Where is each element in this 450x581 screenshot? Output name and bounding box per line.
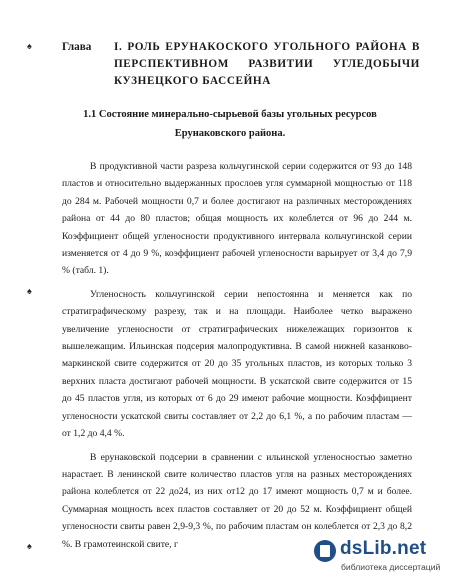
- margin-marker: ♠: [27, 541, 32, 551]
- paragraph: Угленосность кольчугинской серии непостоянна и меняется как по стратиграфическому разрезу, так и на площади. Наиболее четко выражено увеличение угленосности от стратиграфических нижележащих горизонтов к вышележащим. Ильинская подсерия малопродуктивна. В самой нижней казанково-маркинской свите содержится от 20 до 35 угольных пластов, из которых только 3 верхних пласта достигают рабочей мощности. В ускатской свите содержится от 15 до 45 пластов угля, из которых от 6 до 29 имеют рабочие мощности. Коэффициент угленосности ускатской свиты составляет от 2,2 до 6,1 %, а по рабочим пластам — от 1,2 до 4,4 %.: [62, 288, 412, 440]
- watermark: [340, 538, 450, 578]
- paragraph: В продуктивной части разреза кольчугинской серии содержится от 93 до 148 пластов и относительно выдержанных прослоев угля суммарной мощностью от 118 до 284 м. Рабочей мощности 0,7 и более достигают на различных месторождениях района от 44 до 80 пластов; общая мощность их колеблется от 96 до 244 м. Коэффициент общей угленосности продуктивного интервала кольчугинской серии изменяется от 4 до 9 %, коэффициент рабочей угленосности варьирует от 3,4 до 7,9 % (табл. 1).: [62, 161, 412, 277]
- watermark-subtitle: библиотека диссертаций: [341, 562, 441, 572]
- paragraph: В ерунаковской подсерии в сравнении с ильинской угленосностью заметно нарастает. В ленинской свите количество пластов угля на разных месторождениях района колеблется от 22 до24, из них от12 до 17 имеют мощность 0,7 м и более. Суммарная мощность всех пластов составляет от 20 до 52 м. Коэффициент общей угленосности свиты равен 2,9-9,3 %, по рабочим пластам он колеблется от 2,3 до 8,2 %. В грамотеинской свите, г: [62, 451, 412, 550]
- body-text: [62, 158, 412, 559]
- chapter-label: Глава: [62, 41, 92, 53]
- margin-marker: ♠: [27, 286, 32, 296]
- chapter-title: I. РОЛЬ ЕРУНАКОСКОГО УГОЛЬНОГО РАЙОНА В ПЕРСПЕКТИВНОМ РАЗВИТИИ УГЛЕДОБЫЧИ КУЗНЕЦКОГО БАССЕЙНА: [114, 41, 420, 87]
- section-heading: 1.1 Состояние минерально-сырьевой базы угольных ресурсов Ерунаковского района.: [83, 109, 377, 139]
- watermark-logo: dsLib.net: [340, 538, 427, 559]
- margin-marker: ♠: [27, 41, 32, 51]
- book-icon: [314, 540, 336, 562]
